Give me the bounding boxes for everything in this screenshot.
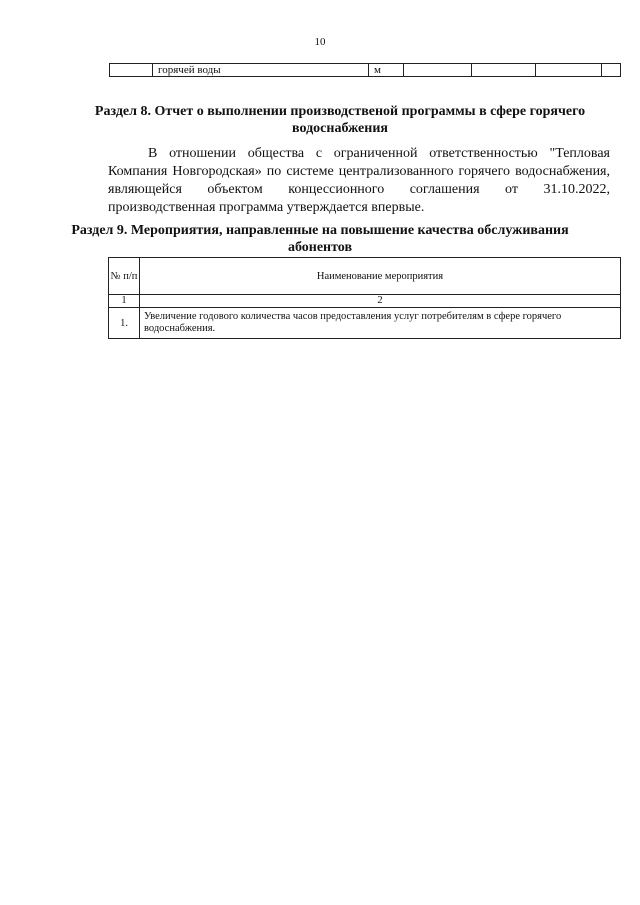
continuation-table — [109, 63, 621, 77]
table-cell-unit: м — [369, 64, 404, 77]
index-cell-1: 1 — [109, 295, 140, 308]
table-row — [110, 64, 621, 77]
index-cell-2: 2 — [140, 295, 621, 308]
header-number: № п/п — [109, 258, 140, 295]
header-measure-name: Наименование мероприятия — [140, 258, 621, 295]
section-8-paragraph: В отношении общества с ограниченной ответственностью "Тепловая Компания Новгородская» по системе централизованного горячего водоснабжения, являющейся объектом концессионного соглашения от 31.10.2022, производственная программа утверждается впервые. — [108, 146, 610, 215]
section-9-heading: Раздел 9. Мероприятия, направленные на повышение качества обслуживания абонентов — [71, 223, 569, 255]
table-cell — [602, 64, 621, 77]
page-number: 10 — [314, 36, 326, 48]
table-cell — [110, 64, 153, 77]
row-number: 1. — [109, 308, 140, 339]
measures-table — [108, 257, 621, 339]
row-measure-text: Увеличение годового количества часов предоставления услуг потребителям в сфере горячего водоснабжения. — [140, 308, 621, 339]
table-cell — [472, 64, 536, 77]
table-cell-name: горячей воды — [153, 64, 369, 77]
table-header-row — [109, 258, 621, 295]
table-cell — [404, 64, 472, 77]
table-index-row — [109, 295, 621, 308]
section-8-heading: Раздел 8. Отчет о выполнении производственой программы в сфере горячего водоснабжения — [94, 104, 586, 136]
table-row — [109, 308, 621, 339]
table-cell — [536, 64, 602, 77]
